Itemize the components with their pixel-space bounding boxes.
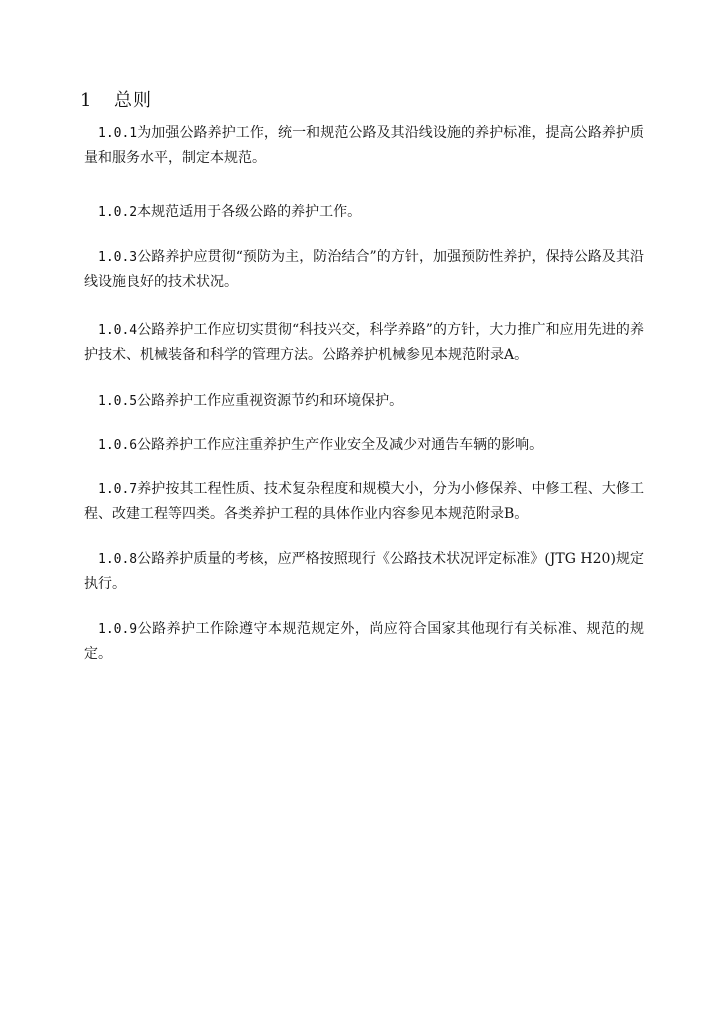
clause-number: 1.0.6 bbox=[98, 438, 138, 453]
clause-1-0-4 bbox=[84, 318, 644, 368]
clause-text: 公路养护工作应重视资源节约和环境保护。 bbox=[137, 393, 404, 409]
chapter-heading bbox=[80, 88, 152, 114]
clause-number: 1.0.7 bbox=[98, 482, 138, 497]
clause-text: 公路养护质量的考核，应严格按照现行《公路技术状况评定标准》(JTG H20)规定执行。 bbox=[84, 551, 644, 592]
clause-text: 公路养护工作应切实贯彻“科技兴交，科学养路”的方针，大力推广和应用先进的养护技术、机械装备和科学的管理方法。公路养护机械参见本规范附录A。 bbox=[84, 322, 644, 363]
chapter-title: 总则 bbox=[114, 90, 152, 111]
clause-1-0-8 bbox=[84, 547, 644, 597]
clause-text: 本规范适用于各级公路的养护工作。 bbox=[137, 204, 362, 220]
clause-number: 1.0.2 bbox=[98, 205, 138, 220]
clause-1-0-2 bbox=[84, 200, 644, 225]
clause-text: 公路养护工作除遵守本规范规定外，尚应符合国家其他现行有关标准、规范的规定。 bbox=[84, 621, 644, 662]
clause-1-0-3 bbox=[84, 245, 644, 295]
clause-number: 1.0.5 bbox=[98, 394, 138, 409]
clause-1-0-5 bbox=[84, 389, 644, 414]
clause-number: 1.0.4 bbox=[98, 323, 138, 338]
clause-1-0-9 bbox=[84, 617, 644, 667]
clause-text: 公路养护工作应注重养护生产作业安全及减少对通告车辆的影响。 bbox=[137, 437, 544, 453]
clause-number: 1.0.8 bbox=[98, 552, 138, 567]
clause-text: 公路养护应贯彻“预防为主，防治结合”的方针，加强预防性养护，保持公路及其沿线设施良好的技术状况。 bbox=[84, 249, 644, 290]
clause-text: 为加强公路养护工作，统一和规范公路及其沿线设施的养护标准，提高公路养护质量和服务水平，制定本规范。 bbox=[84, 125, 644, 166]
clause-text: 养护按其工程性质、技术复杂程度和规模大小，分为小修保养、中修工程、大修工程、改建工程等四类。各类养护工程的具体作业内容参见本规范附录B。 bbox=[84, 481, 644, 522]
clause-number: 1.0.1 bbox=[98, 126, 138, 141]
clause-1-0-7 bbox=[84, 477, 644, 527]
clause-number: 1.0.9 bbox=[98, 622, 138, 637]
clause-1-0-1 bbox=[84, 121, 644, 171]
chapter-number: 1 bbox=[80, 90, 93, 111]
clause-1-0-6 bbox=[84, 433, 644, 458]
clause-number: 1.0.3 bbox=[98, 250, 138, 265]
